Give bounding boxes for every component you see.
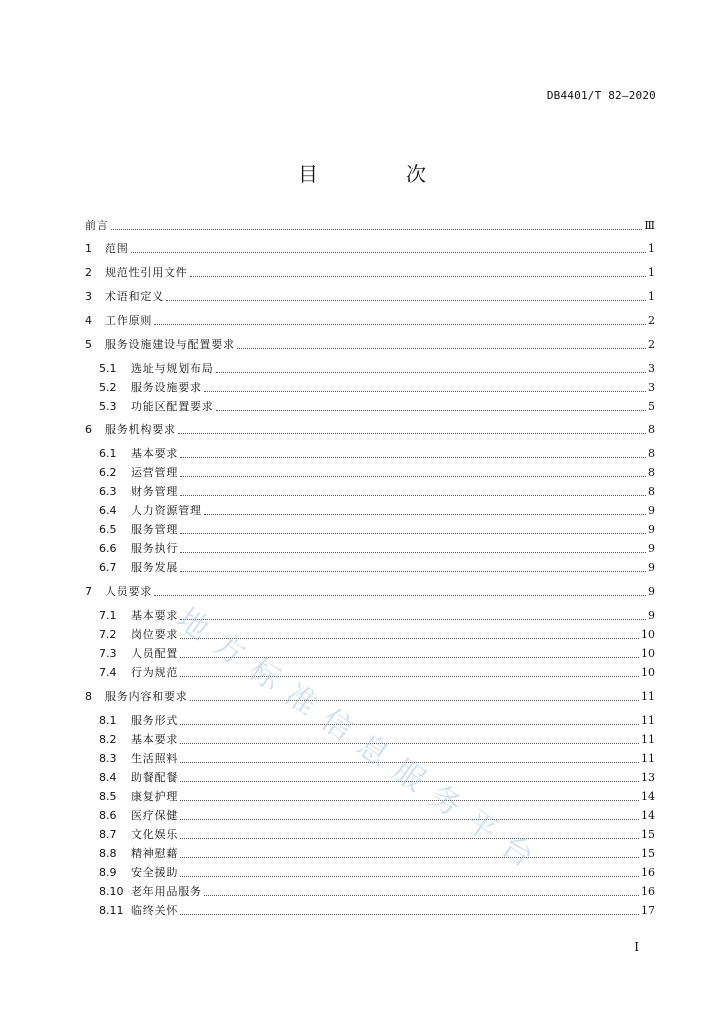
toc-entry-number: 3 (85, 290, 92, 303)
toc-entry-label: 人员配置 (131, 647, 179, 660)
toc-entry-page: 10 (641, 666, 655, 679)
toc-entry-page: 9 (648, 504, 655, 517)
toc-entry[interactable] (85, 642, 655, 661)
toc-leader-dots (204, 391, 646, 392)
toc-entry-number: 6.1 (99, 447, 117, 460)
toc-entry-label: 医疗保健 (131, 809, 179, 822)
toc-entry[interactable] (85, 499, 655, 518)
toc-entry-page: 11 (641, 752, 655, 765)
toc-entry-page: 2 (648, 338, 655, 351)
toc-entry-page: 15 (641, 847, 655, 860)
toc-entry[interactable] (85, 537, 655, 556)
toc-entry-label: 运营管理 (131, 466, 179, 479)
toc-entry-page: 13 (641, 771, 655, 784)
toc-entry[interactable] (85, 604, 655, 623)
toc-leader-dots (180, 781, 639, 782)
toc-entry-label: 老年用品服务 (131, 885, 202, 898)
toc-entry-number: 7 (85, 585, 92, 598)
toc-entry-page: 8 (648, 485, 655, 498)
toc-entry-number: 8.3 (99, 752, 117, 765)
toc-leader-dots (190, 276, 646, 277)
toc-entry-number: 4 (85, 314, 92, 327)
toc-entry[interactable] (85, 623, 655, 642)
toc-entry-label: 服务设施要求 (131, 381, 202, 394)
page-number: I (634, 940, 639, 954)
toc-leader-dots (204, 514, 646, 515)
toc-entry[interactable] (85, 747, 655, 766)
toc-entry-number: 2 (85, 266, 92, 279)
toc-entry-number: 8.6 (99, 809, 117, 822)
toc-entry[interactable] (85, 418, 655, 437)
toc-entry-page: 8 (648, 447, 655, 460)
toc-leader-dots (180, 476, 646, 477)
toc-leader-dots (180, 724, 639, 725)
toc-entry[interactable] (85, 785, 655, 804)
toc-entry-label: 服务内容和要求 (105, 690, 188, 703)
document-code: DB4401/T 82—2020 (546, 89, 656, 102)
toc-entry-label: 选址与规划布局 (131, 362, 214, 375)
toc-entry[interactable] (85, 804, 655, 823)
toc-entry-number: 6.4 (99, 504, 117, 517)
toc-entry-label: 临终关怀 (131, 904, 179, 917)
toc-entry[interactable] (85, 842, 655, 861)
toc-entry-label: 财务管理 (131, 485, 179, 498)
toc-entry-label: 前言 (85, 219, 109, 232)
toc-leader-dots (180, 800, 639, 801)
toc-entry-number: 8.10 (99, 885, 124, 898)
toc-entry[interactable] (85, 237, 655, 256)
toc-entry-page: 11 (641, 714, 655, 727)
toc-entry-label: 服务执行 (131, 542, 179, 555)
toc-entry-label: 精神慰藉 (131, 847, 179, 860)
toc-entry[interactable] (85, 309, 655, 328)
toc-leader-dots (180, 619, 646, 620)
toc-entry[interactable] (85, 685, 655, 704)
toc-leader-dots (180, 676, 639, 677)
toc-leader-dots (216, 410, 646, 411)
toc-entry-label: 康复护理 (131, 790, 179, 803)
page-title: 目 次 (298, 162, 460, 186)
toc-entry-number: 1 (85, 242, 92, 255)
toc-entry[interactable] (85, 461, 655, 480)
toc-leader-dots (166, 300, 646, 301)
toc-leader-dots (180, 533, 646, 534)
toc-entry-label: 岗位要求 (131, 628, 179, 641)
toc-leader-dots (204, 895, 639, 896)
toc-entry-page: 9 (648, 523, 655, 536)
toc-entry-page: 14 (641, 809, 655, 822)
toc-entry[interactable] (85, 861, 655, 880)
toc-entry-page: 10 (641, 628, 655, 641)
toc-entry[interactable] (85, 395, 655, 414)
toc-entry-label: 服务发展 (131, 561, 179, 574)
toc-entry-number: 6.6 (99, 542, 117, 555)
toc-entry-label: 规范性引用文件 (105, 266, 188, 279)
toc-entry-page: 1 (648, 290, 655, 303)
toc-entry-number: 8.9 (99, 866, 117, 879)
toc-entry-label: 范围 (105, 242, 129, 255)
toc-entry-number: 7.4 (99, 666, 117, 679)
toc-leader-dots (180, 819, 639, 820)
toc-entry-label: 文化娱乐 (131, 828, 179, 841)
toc-entry-number: 6.7 (99, 561, 117, 574)
toc-leader-dots (180, 743, 639, 744)
toc-entry-number: 8.7 (99, 828, 117, 841)
toc-entry-label: 生活照料 (131, 752, 179, 765)
toc-entry-page: 17 (641, 904, 655, 917)
toc-entry-page: 3 (648, 381, 655, 394)
toc-entry[interactable] (85, 285, 655, 304)
toc-entry[interactable] (85, 766, 655, 785)
toc-entry-page: 5 (648, 400, 655, 413)
toc-entry[interactable] (85, 823, 655, 842)
toc-entry-page: 8 (648, 466, 655, 479)
toc-entry[interactable] (85, 376, 655, 395)
toc-entry-label: 服务机构要求 (105, 423, 176, 436)
toc-entry-label: 基本要求 (131, 609, 179, 622)
toc-entry-label: 工作原则 (105, 314, 153, 327)
toc-entry[interactable] (85, 261, 655, 280)
toc-entry-number: 8.5 (99, 790, 117, 803)
toc-leader-dots (131, 252, 646, 253)
toc-entry[interactable] (85, 899, 655, 918)
toc-entry-number: 8.2 (99, 733, 117, 746)
toc-leader-dots (180, 838, 639, 839)
toc-entry-page: 8 (648, 423, 655, 436)
toc-entry-label: 助餐配餐 (131, 771, 179, 784)
toc-entry-label: 功能区配置要求 (131, 400, 214, 413)
toc-leader-dots (180, 571, 646, 572)
toc-entry-label: 安全援助 (131, 866, 179, 879)
toc-entry-page: 9 (648, 561, 655, 574)
toc-entry[interactable] (85, 518, 655, 537)
toc-leader-dots (180, 552, 646, 553)
toc-entry-label: 基本要求 (131, 733, 179, 746)
toc-entry-number: 5.1 (99, 362, 117, 375)
toc-entry-page: Ⅲ (644, 219, 655, 232)
toc-entry-page: 11 (641, 690, 655, 703)
toc-leader-dots (154, 595, 646, 596)
toc-entry[interactable] (85, 709, 655, 728)
toc-entry[interactable] (85, 556, 655, 575)
toc-entry-number: 6 (85, 423, 92, 436)
toc-leader-dots (178, 433, 646, 434)
toc-entry[interactable] (85, 728, 655, 747)
toc-entry[interactable] (85, 661, 655, 680)
toc-entry[interactable] (85, 480, 655, 499)
toc-entry[interactable] (85, 880, 655, 899)
toc-entry-page: 16 (641, 866, 655, 879)
toc-entry-number: 7.1 (99, 609, 117, 622)
toc-entry-label: 人员要求 (105, 585, 153, 598)
toc-entry-page: 16 (641, 885, 655, 898)
toc-entry-number: 5.2 (99, 381, 117, 394)
toc-entry[interactable] (85, 580, 655, 599)
toc-leader-dots (180, 857, 639, 858)
toc-leader-dots (180, 876, 639, 877)
toc-entry-label: 术语和定义 (105, 290, 164, 303)
toc-entry-number: 8.4 (99, 771, 117, 784)
toc-entry[interactable] (85, 333, 655, 352)
toc-entry-page: 10 (641, 647, 655, 660)
toc-entry-number: 5.3 (99, 400, 117, 413)
toc-entry-number: 8.8 (99, 847, 117, 860)
toc-entry-number: 8.11 (99, 904, 124, 917)
toc-leader-dots (180, 457, 646, 458)
toc-entry-page: 1 (648, 242, 655, 255)
toc-leader-dots (154, 324, 646, 325)
toc-leader-dots (180, 638, 639, 639)
toc-entry-page: 9 (648, 609, 655, 622)
toc-entry-page: 9 (648, 585, 655, 598)
toc-leader-dots (216, 372, 646, 373)
toc-entry-page: 1 (648, 266, 655, 279)
toc-entry-label: 行为规范 (131, 666, 179, 679)
toc-entry-number: 7.3 (99, 647, 117, 660)
toc-leader-dots (180, 762, 639, 763)
toc-entry-page: 2 (648, 314, 655, 327)
toc-entry[interactable] (85, 442, 655, 461)
toc-leader-dots (237, 348, 646, 349)
toc-leader-dots (111, 229, 643, 230)
toc-entry-page: 14 (641, 790, 655, 803)
toc-leader-dots (180, 914, 639, 915)
toc-entry-number: 8.1 (99, 714, 117, 727)
toc-entry-number: 6.3 (99, 485, 117, 498)
toc-entry-page: 15 (641, 828, 655, 841)
toc-entry-label: 服务管理 (131, 523, 179, 536)
toc-entry-page: 11 (641, 733, 655, 746)
toc-entry-label: 服务形式 (131, 714, 179, 727)
toc-entry-label: 人力资源管理 (131, 504, 202, 517)
toc-entry-number: 6.2 (99, 466, 117, 479)
toc-entry-number: 5 (85, 338, 92, 351)
toc-leader-dots (180, 495, 646, 496)
toc-entry[interactable] (85, 357, 655, 376)
toc-entry[interactable] (85, 214, 655, 233)
toc-leader-dots (190, 700, 639, 701)
toc-entry-number: 6.5 (99, 523, 117, 536)
toc-entry-label: 服务设施建设与配置要求 (105, 338, 235, 351)
toc-entry-label: 基本要求 (131, 447, 179, 460)
toc-entry-number: 8 (85, 690, 92, 703)
watermark: 地方标准信息服务平台 (170, 601, 551, 883)
toc-entry-number: 7.2 (99, 628, 117, 641)
toc-entry-page: 3 (648, 362, 655, 375)
toc-leader-dots (180, 657, 639, 658)
toc-entry-page: 9 (648, 542, 655, 555)
